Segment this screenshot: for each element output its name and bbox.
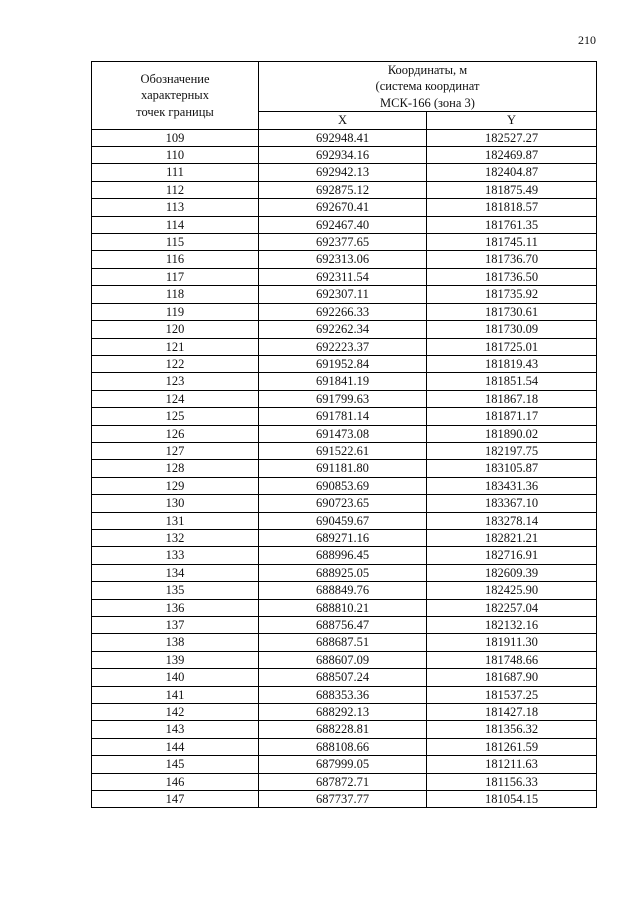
point-number-cell: 111 <box>92 164 259 181</box>
y-coordinate-cell: 181761.35 <box>427 216 597 233</box>
table-row <box>92 529 597 546</box>
table-row <box>92 425 597 442</box>
point-number-cell: 120 <box>92 321 259 338</box>
table-row <box>92 268 597 285</box>
point-number-cell: 112 <box>92 181 259 198</box>
point-number-cell: 109 <box>92 129 259 146</box>
table-row <box>92 216 597 233</box>
y-coordinate-cell: 181890.02 <box>427 425 597 442</box>
y-column-header: Y <box>427 112 597 129</box>
point-number-cell: 139 <box>92 651 259 668</box>
table-row <box>92 721 597 738</box>
x-coordinate-cell: 688292.13 <box>259 704 427 721</box>
point-number-cell: 124 <box>92 390 259 407</box>
point-number-cell: 147 <box>92 791 259 808</box>
y-coordinate-cell: 182821.21 <box>427 529 597 546</box>
table-row <box>92 286 597 303</box>
y-coordinate-cell: 181261.59 <box>427 738 597 755</box>
table-row <box>92 390 597 407</box>
x-coordinate-cell: 689271.16 <box>259 529 427 546</box>
table-row <box>92 303 597 320</box>
point-number-cell: 114 <box>92 216 259 233</box>
y-coordinate-cell: 181851.54 <box>427 373 597 390</box>
y-coordinate-cell: 181745.11 <box>427 234 597 251</box>
point-number-cell: 116 <box>92 251 259 268</box>
y-coordinate-cell: 183105.87 <box>427 460 597 477</box>
table-row <box>92 704 597 721</box>
y-coordinate-cell: 182132.16 <box>427 617 597 634</box>
table-row <box>92 129 597 146</box>
y-coordinate-cell: 183278.14 <box>427 512 597 529</box>
x-coordinate-cell: 688108.66 <box>259 738 427 755</box>
table-row <box>92 582 597 599</box>
table-row <box>92 651 597 668</box>
y-coordinate-cell: 182425.90 <box>427 582 597 599</box>
y-coordinate-cell: 181730.09 <box>427 321 597 338</box>
x-coordinate-cell: 691952.84 <box>259 355 427 372</box>
x-coordinate-cell: 688687.51 <box>259 634 427 651</box>
coordinates-table <box>91 61 597 808</box>
x-coordinate-cell: 691473.08 <box>259 425 427 442</box>
point-number-cell: 135 <box>92 582 259 599</box>
y-coordinate-cell: 182716.91 <box>427 547 597 564</box>
x-coordinate-cell: 690723.65 <box>259 495 427 512</box>
x-coordinate-cell: 688810.21 <box>259 599 427 616</box>
point-number-cell: 146 <box>92 773 259 790</box>
point-number-cell: 128 <box>92 460 259 477</box>
x-coordinate-cell: 692875.12 <box>259 181 427 198</box>
x-coordinate-cell: 688849.76 <box>259 582 427 599</box>
y-coordinate-cell: 181748.66 <box>427 651 597 668</box>
point-number-cell: 117 <box>92 268 259 285</box>
point-number-cell: 119 <box>92 303 259 320</box>
point-number-cell: 136 <box>92 599 259 616</box>
table-row <box>92 547 597 564</box>
y-coordinate-cell: 182197.75 <box>427 442 597 459</box>
y-coordinate-cell: 181875.49 <box>427 181 597 198</box>
table-row <box>92 181 597 198</box>
y-coordinate-cell: 181687.90 <box>427 669 597 686</box>
x-coordinate-cell: 692934.16 <box>259 147 427 164</box>
point-number-cell: 126 <box>92 425 259 442</box>
point-number-cell: 130 <box>92 495 259 512</box>
x-coordinate-cell: 691181.80 <box>259 460 427 477</box>
point-number-cell: 141 <box>92 686 259 703</box>
point-number-cell: 123 <box>92 373 259 390</box>
table-row <box>92 773 597 790</box>
x-coordinate-cell: 692377.65 <box>259 234 427 251</box>
point-number-cell: 144 <box>92 738 259 755</box>
y-coordinate-cell: 181356.32 <box>427 721 597 738</box>
table-row <box>92 251 597 268</box>
x-coordinate-cell: 688996.45 <box>259 547 427 564</box>
table-row <box>92 634 597 651</box>
x-coordinate-cell: 691781.14 <box>259 408 427 425</box>
table-row <box>92 164 597 181</box>
table-row <box>92 512 597 529</box>
table-row <box>92 338 597 355</box>
table-row <box>92 373 597 390</box>
y-coordinate-cell: 181911.30 <box>427 634 597 651</box>
y-coordinate-cell: 181867.18 <box>427 390 597 407</box>
point-number-cell: 127 <box>92 442 259 459</box>
y-coordinate-cell: 181730.61 <box>427 303 597 320</box>
y-coordinate-cell: 182609.39 <box>427 564 597 581</box>
x-column-header: X <box>259 112 427 129</box>
y-coordinate-cell: 181871.17 <box>427 408 597 425</box>
x-coordinate-cell: 692311.54 <box>259 268 427 285</box>
point-number-cell: 142 <box>92 704 259 721</box>
coordinates-header-text: Координаты, м (система координат МСК-166 (зона 3) <box>375 63 480 110</box>
table-row <box>92 460 597 477</box>
x-coordinate-cell: 692266.33 <box>259 303 427 320</box>
x-coordinate-cell: 692262.34 <box>259 321 427 338</box>
y-coordinate-cell: 181818.57 <box>427 199 597 216</box>
x-coordinate-cell: 687737.77 <box>259 791 427 808</box>
point-number-cell: 110 <box>92 147 259 164</box>
y-coordinate-cell: 183431.36 <box>427 477 597 494</box>
table-row <box>92 477 597 494</box>
x-coordinate-cell: 690459.67 <box>259 512 427 529</box>
x-coordinate-cell: 688507.24 <box>259 669 427 686</box>
point-number-cell: 138 <box>92 634 259 651</box>
point-number-cell: 113 <box>92 199 259 216</box>
y-coordinate-cell: 182469.87 <box>427 147 597 164</box>
point-number-cell: 115 <box>92 234 259 251</box>
y-coordinate-cell: 181736.50 <box>427 268 597 285</box>
y-coordinate-cell: 181156.33 <box>427 773 597 790</box>
y-coordinate-cell: 181211.63 <box>427 756 597 773</box>
x-coordinate-cell: 688756.47 <box>259 617 427 634</box>
point-number-cell: 133 <box>92 547 259 564</box>
y-coordinate-cell: 181054.15 <box>427 791 597 808</box>
x-coordinate-cell: 692313.06 <box>259 251 427 268</box>
x-coordinate-cell: 688607.09 <box>259 651 427 668</box>
y-coordinate-cell: 182257.04 <box>427 599 597 616</box>
point-number-cell: 145 <box>92 756 259 773</box>
x-coordinate-cell: 687872.71 <box>259 773 427 790</box>
point-number-cell: 132 <box>92 529 259 546</box>
table-row <box>92 321 597 338</box>
y-coordinate-cell: 181736.70 <box>427 251 597 268</box>
table-row <box>92 234 597 251</box>
point-designation-header-text: Обозначение характерных точек границы <box>136 71 214 119</box>
x-coordinate-cell: 688228.81 <box>259 721 427 738</box>
point-number-cell: 131 <box>92 512 259 529</box>
table-body <box>92 129 597 808</box>
table-row <box>92 147 597 164</box>
y-coordinate-cell: 181735.92 <box>427 286 597 303</box>
point-number-cell: 134 <box>92 564 259 581</box>
point-number-cell: 129 <box>92 477 259 494</box>
x-coordinate-cell: 690853.69 <box>259 477 427 494</box>
x-coordinate-cell: 692223.37 <box>259 338 427 355</box>
x-coordinate-cell: 688925.05 <box>259 564 427 581</box>
y-coordinate-cell: 182404.87 <box>427 164 597 181</box>
table-row <box>92 495 597 512</box>
y-coordinate-cell: 181427.18 <box>427 704 597 721</box>
table-row <box>92 756 597 773</box>
table-row <box>92 442 597 459</box>
table-row <box>92 564 597 581</box>
table-row <box>92 408 597 425</box>
x-coordinate-cell: 688353.36 <box>259 686 427 703</box>
table-header <box>92 62 597 130</box>
x-coordinate-cell: 691799.63 <box>259 390 427 407</box>
table-row <box>92 199 597 216</box>
table-row <box>92 791 597 808</box>
point-number-cell: 125 <box>92 408 259 425</box>
table-row <box>92 669 597 686</box>
coordinates-header <box>259 62 597 112</box>
table-row <box>92 686 597 703</box>
point-number-cell: 118 <box>92 286 259 303</box>
y-coordinate-cell: 183367.10 <box>427 495 597 512</box>
table-row <box>92 738 597 755</box>
x-coordinate-cell: 692948.41 <box>259 129 427 146</box>
table-row <box>92 617 597 634</box>
x-coordinate-cell: 692670.41 <box>259 199 427 216</box>
y-coordinate-cell: 181537.25 <box>427 686 597 703</box>
point-number-cell: 121 <box>92 338 259 355</box>
point-number-cell: 140 <box>92 669 259 686</box>
table-row <box>92 355 597 372</box>
point-designation-header <box>92 62 259 130</box>
table-row <box>92 599 597 616</box>
point-number-cell: 143 <box>92 721 259 738</box>
page-number: 210 <box>578 33 596 47</box>
x-coordinate-cell: 691522.61 <box>259 442 427 459</box>
y-coordinate-cell: 181819.43 <box>427 355 597 372</box>
x-coordinate-cell: 692307.11 <box>259 286 427 303</box>
x-coordinate-cell: 692942.13 <box>259 164 427 181</box>
x-coordinate-cell: 692467.40 <box>259 216 427 233</box>
point-number-cell: 122 <box>92 355 259 372</box>
y-coordinate-cell: 182527.27 <box>427 129 597 146</box>
x-coordinate-cell: 687999.05 <box>259 756 427 773</box>
point-number-cell: 137 <box>92 617 259 634</box>
y-coordinate-cell: 181725.01 <box>427 338 597 355</box>
x-coordinate-cell: 691841.19 <box>259 373 427 390</box>
